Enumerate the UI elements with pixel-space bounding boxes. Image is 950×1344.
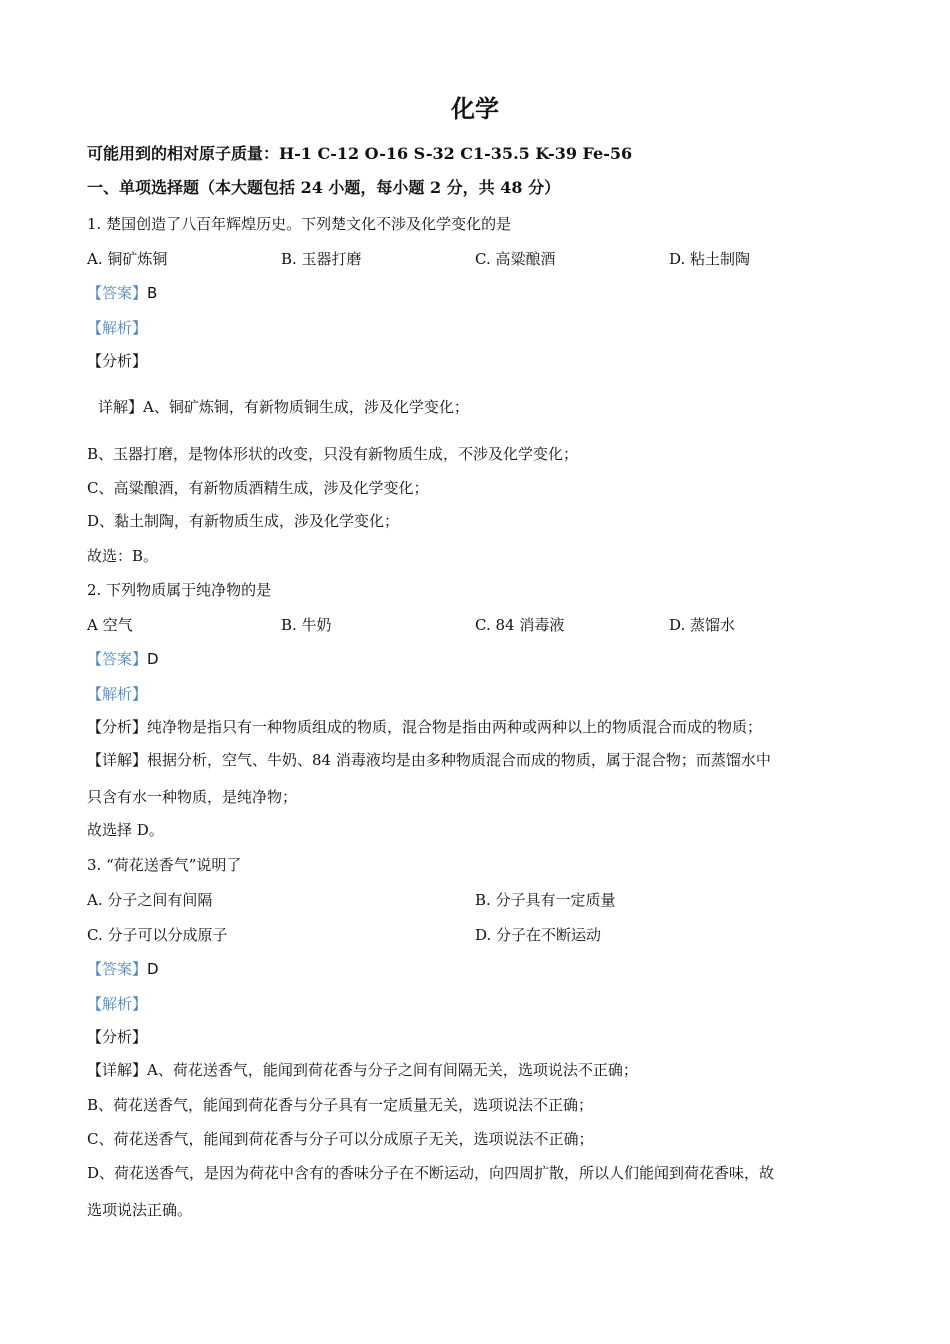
q3-option-d: D. 分子在不断运动 (475, 926, 602, 944)
answer-tag: 【答案】 (87, 960, 148, 978)
q2-stem: 2. 下列物质属于纯净物的是 (87, 581, 272, 599)
q1-option-d: D. 粘土制陶 (669, 250, 751, 268)
q1-fenxi-tag: 【分析】 (87, 352, 148, 370)
q3-option-b: B. 分子具有一定质量 (475, 891, 616, 909)
q2-detail-2: 只含有水一种物质，是纯净物； (87, 788, 298, 806)
q3-option-a: A. 分子之间有间隔 (87, 891, 213, 909)
q1-answer (87, 283, 157, 303)
q2-answer (87, 649, 159, 669)
q2-fenxi: 【分析】纯净物是指只有一种物质组成的物质，混合物是指由两种或两种以上的物质混合而成的物质； (87, 718, 763, 736)
q2-option-a: A 空气 (87, 616, 133, 634)
q3-answer (87, 959, 159, 979)
q2-option-d: D. 蒸馏水 (669, 616, 736, 634)
q3-detail-4: D、荷花送香气，是因为荷花中含有的香味分子在不断运动，向四周扩散，所以人们能闻到荷花香味，故 (87, 1164, 775, 1182)
q3-detail-2: B、荷花送香气，能闻到荷花香与分子具有一定质量无关，选项说法不正确； (87, 1096, 594, 1114)
q1-detail-4: D、黏土制陶，有新物质生成，涉及化学变化； (87, 512, 400, 530)
atomic-mass-line: 可能用到的相对原子质量：H-1 C-12 O-16 S-32 C1-35.5 K-39 Fe-56 (87, 144, 633, 163)
q2-option-c: C. 84 消毒液 (475, 616, 565, 634)
q1-detail-1: 详解】A、铜矿炼铜，有新物质铜生成，涉及化学变化； (98, 398, 469, 416)
answer-tag: 【答案】 (87, 284, 148, 302)
q1-analysis-tag: 【解析】 (87, 319, 148, 337)
q3-detail-3: C、荷花送香气，能闻到荷花香与分子可以分成原子无关，选项说法不正确； (87, 1130, 594, 1148)
q3-fenxi-tag: 【分析】 (87, 1028, 148, 1046)
q2-option-b: B. 牛奶 (281, 616, 332, 634)
page-title: 化学 (451, 95, 499, 123)
q1-detail-3: C、高粱酿酒，有新物质酒精生成，涉及化学变化； (87, 479, 429, 497)
q1-option-a: A. 铜矿炼铜 (87, 250, 168, 268)
q1-option-b: B. 玉器打磨 (281, 250, 362, 268)
q2-conclusion: 故选择 D。 (87, 821, 164, 839)
q3-detail-1: 【详解】A、荷花送香气，能闻到荷花香与分子之间有间隔无关，选项说法不正确； (87, 1061, 638, 1079)
q3-answer-value: D (147, 960, 159, 978)
section-heading: 一、单项选择题（本大题包括 24 小题，每小题 2 分，共 48 分） (87, 178, 561, 197)
q3-detail-5: 选项说法正确。 (87, 1201, 193, 1219)
q1-option-c: C. 高粱酿酒 (475, 250, 556, 268)
q1-stem: 1. 楚国创造了八百年辉煌历史。下列楚文化不涉及化学变化的是 (87, 215, 512, 233)
q1-answer-value: B (147, 284, 158, 302)
q1-detail-2: B、玉器打磨，是物体形状的改变，只没有新物质生成，不涉及化学变化； (87, 445, 579, 463)
q2-detail-1: 【详解】根据分析，空气、牛奶、84 消毒液均是由多种物质混合而成的物质，属于混合物；而蒸馏水中 (87, 751, 771, 769)
q2-analysis-tag: 【解析】 (87, 685, 148, 703)
q3-stem: 3. “荷花送香气”说明了 (87, 856, 242, 874)
q3-analysis-tag: 【解析】 (87, 995, 148, 1013)
answer-tag: 【答案】 (87, 650, 148, 668)
q1-conclusion: 故选：B。 (87, 547, 159, 565)
q3-option-c: C. 分子可以分成原子 (87, 926, 228, 944)
q2-answer-value: D (147, 650, 159, 668)
